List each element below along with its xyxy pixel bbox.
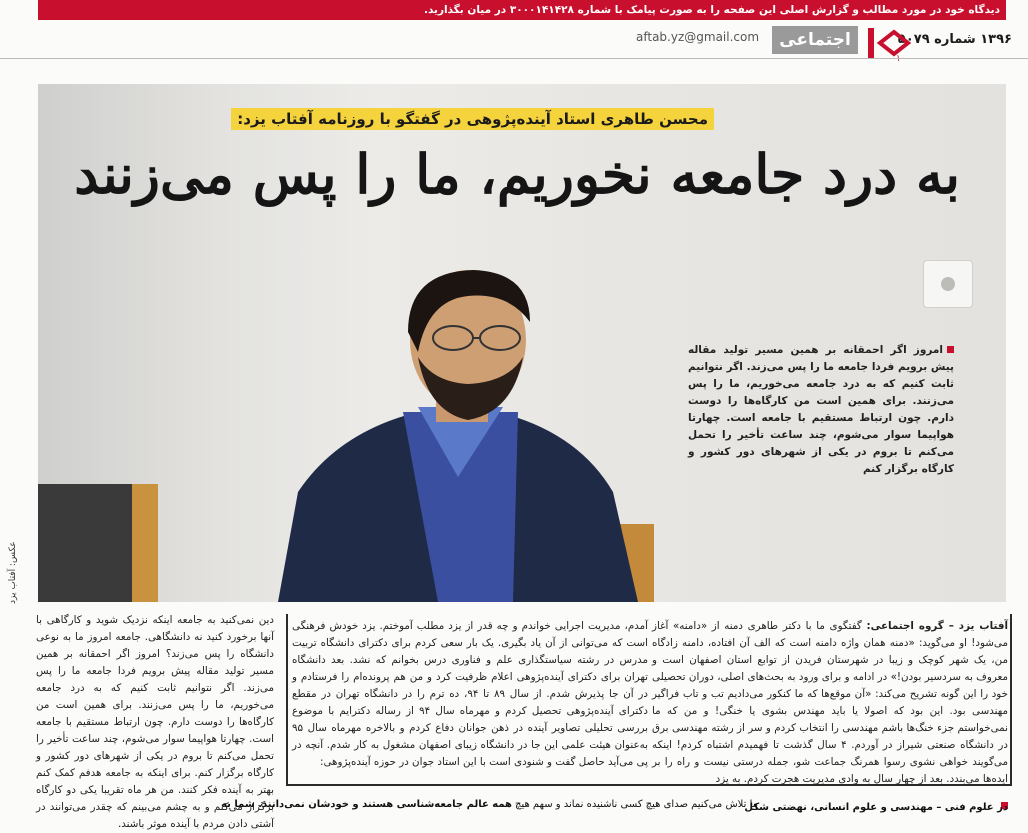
- body-column-right: [652, 618, 1008, 804]
- interviewee-portrait: [268, 262, 648, 602]
- body-column-middle: [292, 618, 648, 788]
- sms-banner: دیدگاه خود در مورد مطالب و گزارش اصلی این صفحه را به صورت پیامک با شماره ۳۰۰۰۱۴۱۴۲۸ در میان بگذارید.: [38, 0, 1006, 20]
- pull-quote: [688, 342, 954, 478]
- body-text-middle: آمدم، مدیریت اجرایی خواندم و چه قدر از یزد مطلب آموختم. یزد خودش فرهنگی است که می‌توانی از آن یاد بگیری. یک بار سعی کردم برای دکترای دانشگاه تربیت مدرس در رشته سیاستگذاری علم و فناوری درس بخوانم که نشد. بعد دانشگاه تهران برای دکترای آینده‌پژوهی اعلام ظرفیت کرد و من هم پرونده‌ام را فرستادم و در آن جا پذیرش شدم. از سال ۸۹ تا ۹۴، ده ترم را در دانشگاه تهران در مقطع دکترای آینده‌پژوهی تحصیل کردم و مهرماه سال ۹۴ از رساله دکترایم با موضوع بررسی تحلیلی تصاویر آینده در ذهن جوانان دفاع کردم و بالاخره مهرماه سال ۹۵ به‌عنوان هیئت علمی این جا در دانشگاه زیبای اصفهان مشغول به کار شدم. آنچه در پی می‌آید حاصل گفت و شنودی است با این استاد جوان در حوزه آینده‌پژوهی:: [292, 620, 648, 768]
- section-label: اجتماعی: [772, 26, 858, 54]
- page-number-logo: [866, 26, 914, 62]
- byline-lead: آفتاب یزد – گروه اجتماعی:: [866, 620, 1008, 632]
- teaser-2[interactable]: ما تلاش می‌کنیم صدای هیچ کسی ناشنیده نماند و سهم هیچ: [515, 799, 758, 810]
- article-headline: به درد جامعه نخوریم، ما را پس می‌زنند: [74, 142, 960, 206]
- bullet-square-icon: [947, 346, 954, 353]
- teaser-1-text: در علوم فنی – مهندسی و علوم انسانی، نهضتی شکل: [744, 802, 1008, 813]
- masthead-rule: [0, 58, 1028, 59]
- body-text-left: دین نمی‌کنید به جامعه اینکه نزدیک شوید و کارگاهی با آنها برخورد کنید نه دانشگاهی. جامعه امروز ما به نوعی دانشگاه را پس می‌زند؟ امروز اگر احمقانه بر همین مسیر تولید مقاله پیش برویم فردا جامعه ما را پس می‌زند. اگر نتوانیم ثابت کنیم که به درد جامعه می‌خوریم، ما را پس می‌زنند. برای همین است من کارگاه‌ها را دوست دارم. چون ارتباط مستقیم با جامعه است. چهارتا هواپیما سوار می‌شوم، چند ساعت تأخیر را تحمل می‌کنم تا بروم در یکی از شهرهای دور کشور و کارگاه برگزار کنم. برای اینکه به جامعه هدفم کمک کنم بهتر به آینده فکر کنند. من هر ماه تقریبا یکی دو کارگاه برگزار می‌کنم و به چشم می‌بینم که چقدر می‌توانند در آشتی دادن مردم با آینده موثر باشند.: [36, 614, 274, 830]
- body-text-right: گفتگوی ما با دکتر طاهری دمنه از «دامنه» آغاز می‌شود! او می‌گوید: «دمنه همان واژه دامنه است که الف آن افتاده، دامنه زادگاه من، یک شهر کوچک و زیبا در شهرستان فریدن از توابع استان اصفهان است و معروف به سردسیر بودن!» در ادامه و برای ورود به بحث‌های اصلی، دوران تحصیلی خود را این گونه تشریح می‌کند: «آن موقع‌ها که ما کنکور می‌دادیم تب و تاب فراگیر مهندسی بود. این بود که اصولا یا باید مهندس بشوی یا خنگی! و من که ما نمی‌خواستم جزء خنگ‌ها باشم مهندسی را انتخاب کردم و سر از رشته مهندسی برق در دانشگاه صنعتی شیراز در آوردم. ۴ سال گذشت تا فهمیدم اشتباه کردم! اینکه می‌گویند خواهی نشوی رسوا همرنگ جماعت شو، جمله درستی نیست و راه را بر ایده‌ها می‌بندد. بعد از چهار سال به وادی مدیریت هجرت کردم. به یزد: [652, 620, 1008, 785]
- masthead: [0, 20, 1028, 72]
- related-teasers: [0, 796, 1028, 816]
- photo-credit: عکس: آفتاب یزد: [8, 541, 18, 604]
- pull-quote-text: امروز اگر احمقانه بر همین مسیر تولید مقاله پیش برویم فردا جامعه ما را پس می‌زند. اگر نتوانیم ثابت کنیم که به درد جامعه می‌خوریم، ما را پس می‌زنند. برای همین است من کارگاه‌ها را دوست دارم. چون ارتباط مستقیم با جامعه است. چهارتا هواپیما سوار می‌شوم، چند ساعت تأخیر را تحمل می‌کنم تا بروم در یکی از شهرهای دور کشور و کارگاه برگزار کنم: [688, 344, 954, 475]
- body-column-left: [36, 612, 274, 830]
- page-number: ۱۰: [896, 54, 906, 64]
- issue-number: ۱۳۹۶ شماره ۵۰۷۹: [897, 32, 1012, 47]
- wall-socket-icon: [923, 260, 973, 308]
- contact-email[interactable]: aftab.yz@gmail.com: [636, 30, 760, 44]
- article-kicker: محسن طاهری استاد آینده‌پژوهی در گفتگو با روزنامه آفتاب یزد:: [231, 108, 714, 130]
- hero-photo: [38, 84, 1006, 602]
- chair-left: [132, 484, 158, 602]
- teaser-3[interactable]: همه عالم جامعه‌شناسی هستند و خودشان نمی‌دانند. شما به: [221, 799, 512, 810]
